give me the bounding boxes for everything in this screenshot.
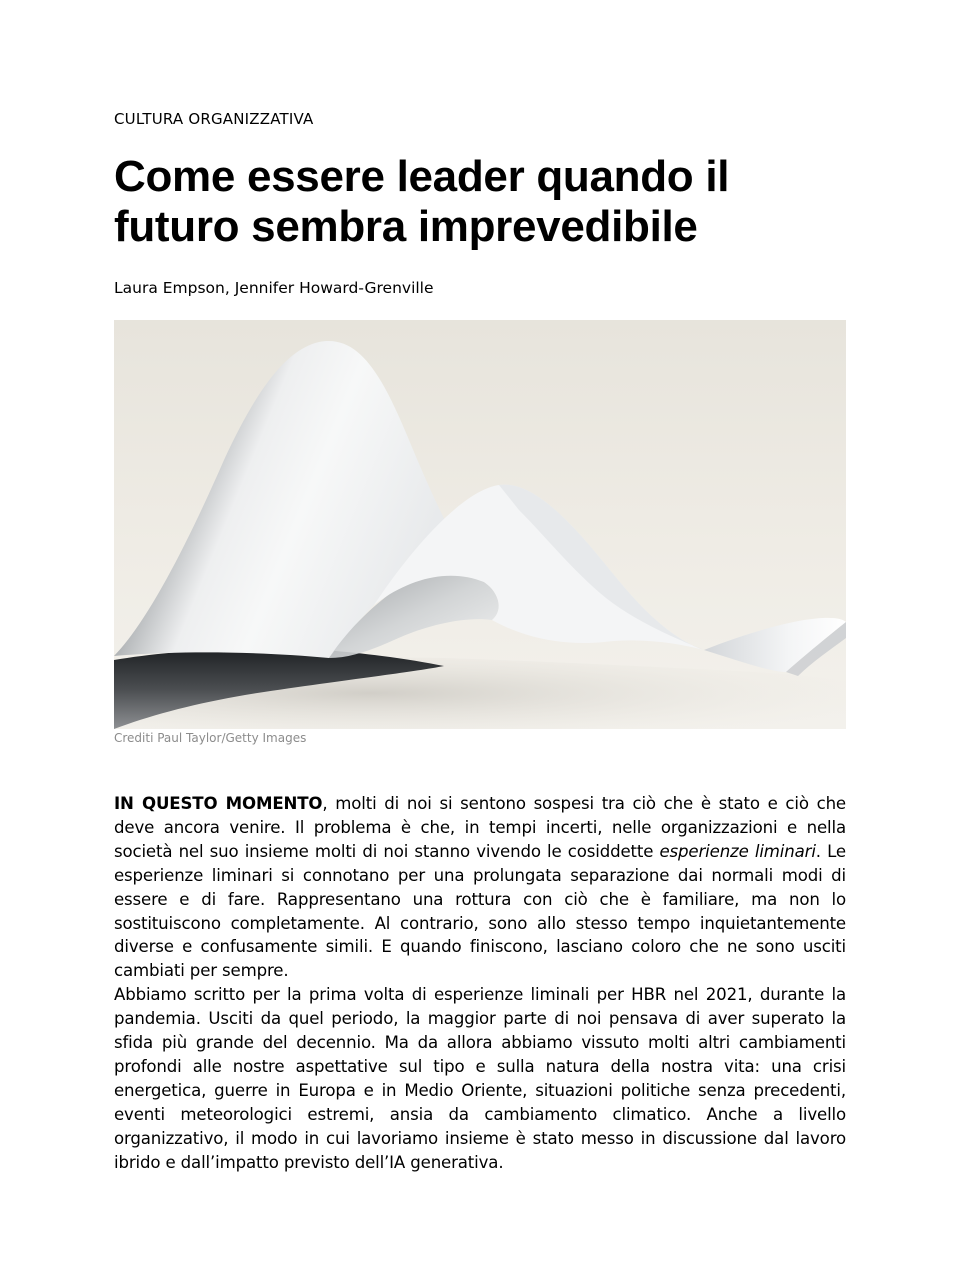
hero-image — [114, 320, 846, 729]
paragraph-text: , molti di noi si sentono sospesi tra ciò che è stato e ciò che deve ancora venire. Il problema è che, in tempi incerti, nelle organizzazioni e nella società nel suo insieme molti di noi stanno vivendo le cosiddette — [114, 794, 846, 861]
article-body — [114, 792, 846, 1175]
paragraph-text: . Le esperienze liminari si connotano per una prolungata separazione dai normali modi di essere e di fare. Rappresentano una rottura con ciò che è familiare, ma non lo sostituiscono completamente. Al contrario, sono allo stesso tempo inquietantemente diverse e confusamente simili. E quando finiscono, lasciano coloro che ne sono usciti cambiati per sempre. — [114, 841, 846, 981]
lead-in: IN QUESTO MOMENTO — [114, 794, 323, 813]
article-authors: Laura Empson, Jennifer Howard-Grenville — [114, 279, 434, 297]
emphasis-term: esperienze liminari — [659, 841, 816, 861]
paragraph — [114, 792, 846, 983]
image-credit: Crediti Paul Taylor/Getty Images — [114, 731, 307, 745]
paragraph: Abbiamo scritto per la prima volta di esperienze liminali per HBR nel 2021, durante la pandemia. Usciti da quel periodo, la maggior parte di noi pensava di aver superato la sfida più grande del decennio. Ma da allora abbiamo vissuto molti altri cambiamenti profondi alle nostre aspettative sul tipo e sulla natura della nostra vita: una crisi energetica, guerre in Europa e in Medio Oriente, situazioni politiche senza precedenti, eventi meteorologici estremi, ansia da cambiamento climatico. Anche a livello organizzativo, il modo in cui lavoriamo insieme è stato messo in discussione dal lavoro ibrido e dall’impatto previsto dell’IA generativa. — [114, 985, 846, 1172]
article-title: Come essere leader quando il futuro sembra imprevedibile — [114, 152, 730, 251]
article-category: CULTURA ORGANIZZATIVA — [114, 110, 314, 128]
